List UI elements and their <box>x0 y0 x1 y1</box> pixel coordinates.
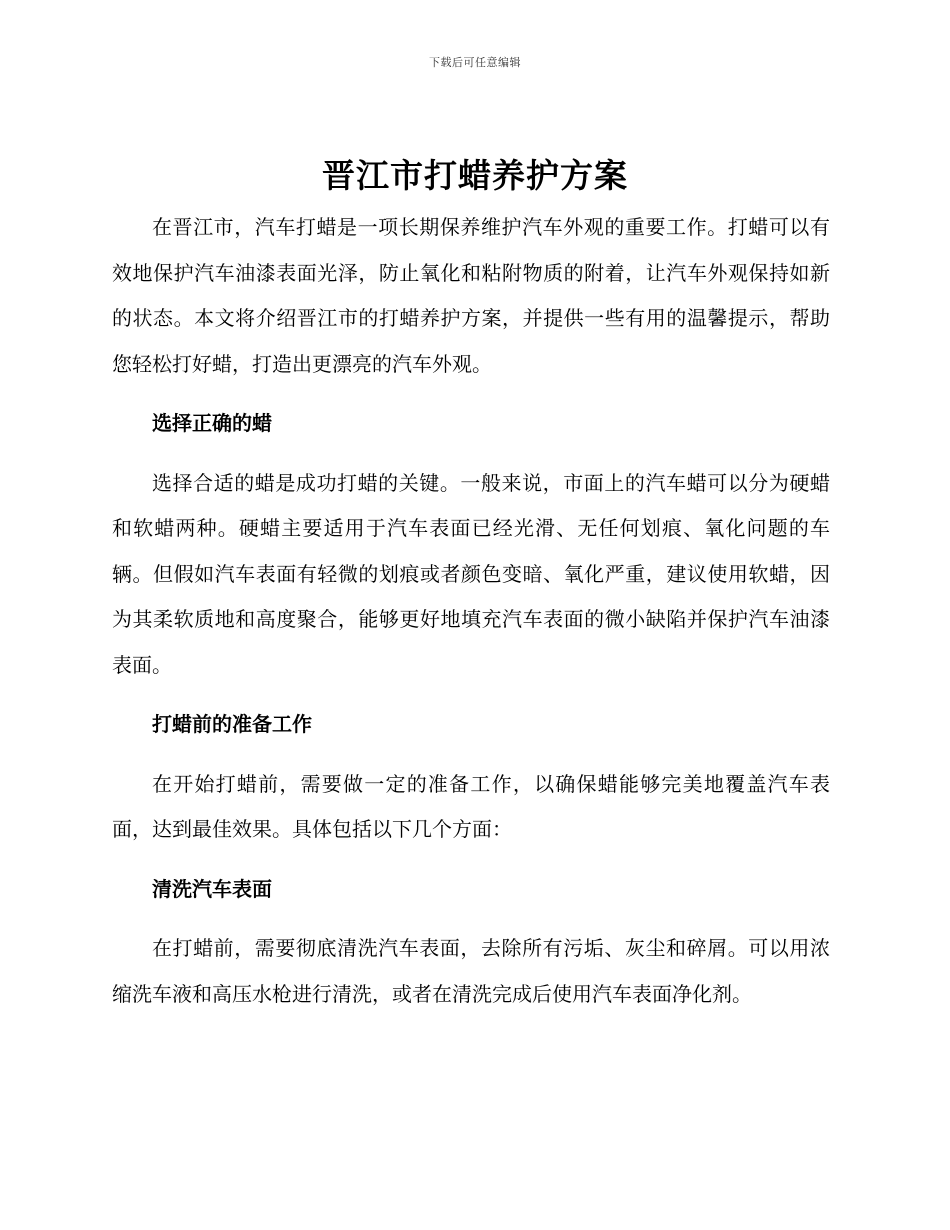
header-note: 下载后可任意编辑 <box>429 56 521 69</box>
document-body <box>112 205 830 1017</box>
choose-wax-paragraph: 选择合适的蜡是成功打蜡的关键。一般来说，市面上的汽车蜡可以分为硬蜡和软蜡两种。硬蜡主要适用于汽车表面已经光滑、无任何划痕、氧化问题的车辆。但假如汽车表面有轻微的划痕或者颜色变暗、氧化严重，建议使用软蜡，因为其柔软质地和高度聚合，能够更好地填充汽车表面的微小缺陷并保护汽车油漆表面。 <box>112 470 830 677</box>
document-title: 晋江市打蜡养护方案 <box>322 156 628 195</box>
preparation-paragraph: 在开始打蜡前，需要做一定的准备工作，以确保蜡能够完美地覆盖汽车表面，达到最佳效果。具体包括以下几个方面： <box>112 771 830 841</box>
section-heading-choose-wax: 选择正确的蜡 <box>152 411 272 435</box>
clean-surface-paragraph: 在打蜡前，需要彻底清洗汽车表面，去除所有污垢、灰尘和碎屑。可以用浓缩洗车液和高压水枪进行清洗，或者在清洗完成后使用汽车表面净化剂。 <box>112 936 830 1006</box>
section-heading-preparation: 打蜡前的准备工作 <box>152 712 312 736</box>
intro-paragraph: 在晋江市，汽车打蜡是一项长期保养维护汽车外观的重要工作。打蜡可以有效地保护汽车油漆表面光泽，防止氧化和粘附物质的附着，让汽车外观保持如新的状态。本文将介绍晋江市的打蜡养护方案，并提供一些有用的温馨提示，帮助您轻松打好蜡，打造出更漂亮的汽车外观。 <box>112 215 830 376</box>
section-heading-clean-surface: 清洗汽车表面 <box>152 876 272 901</box>
